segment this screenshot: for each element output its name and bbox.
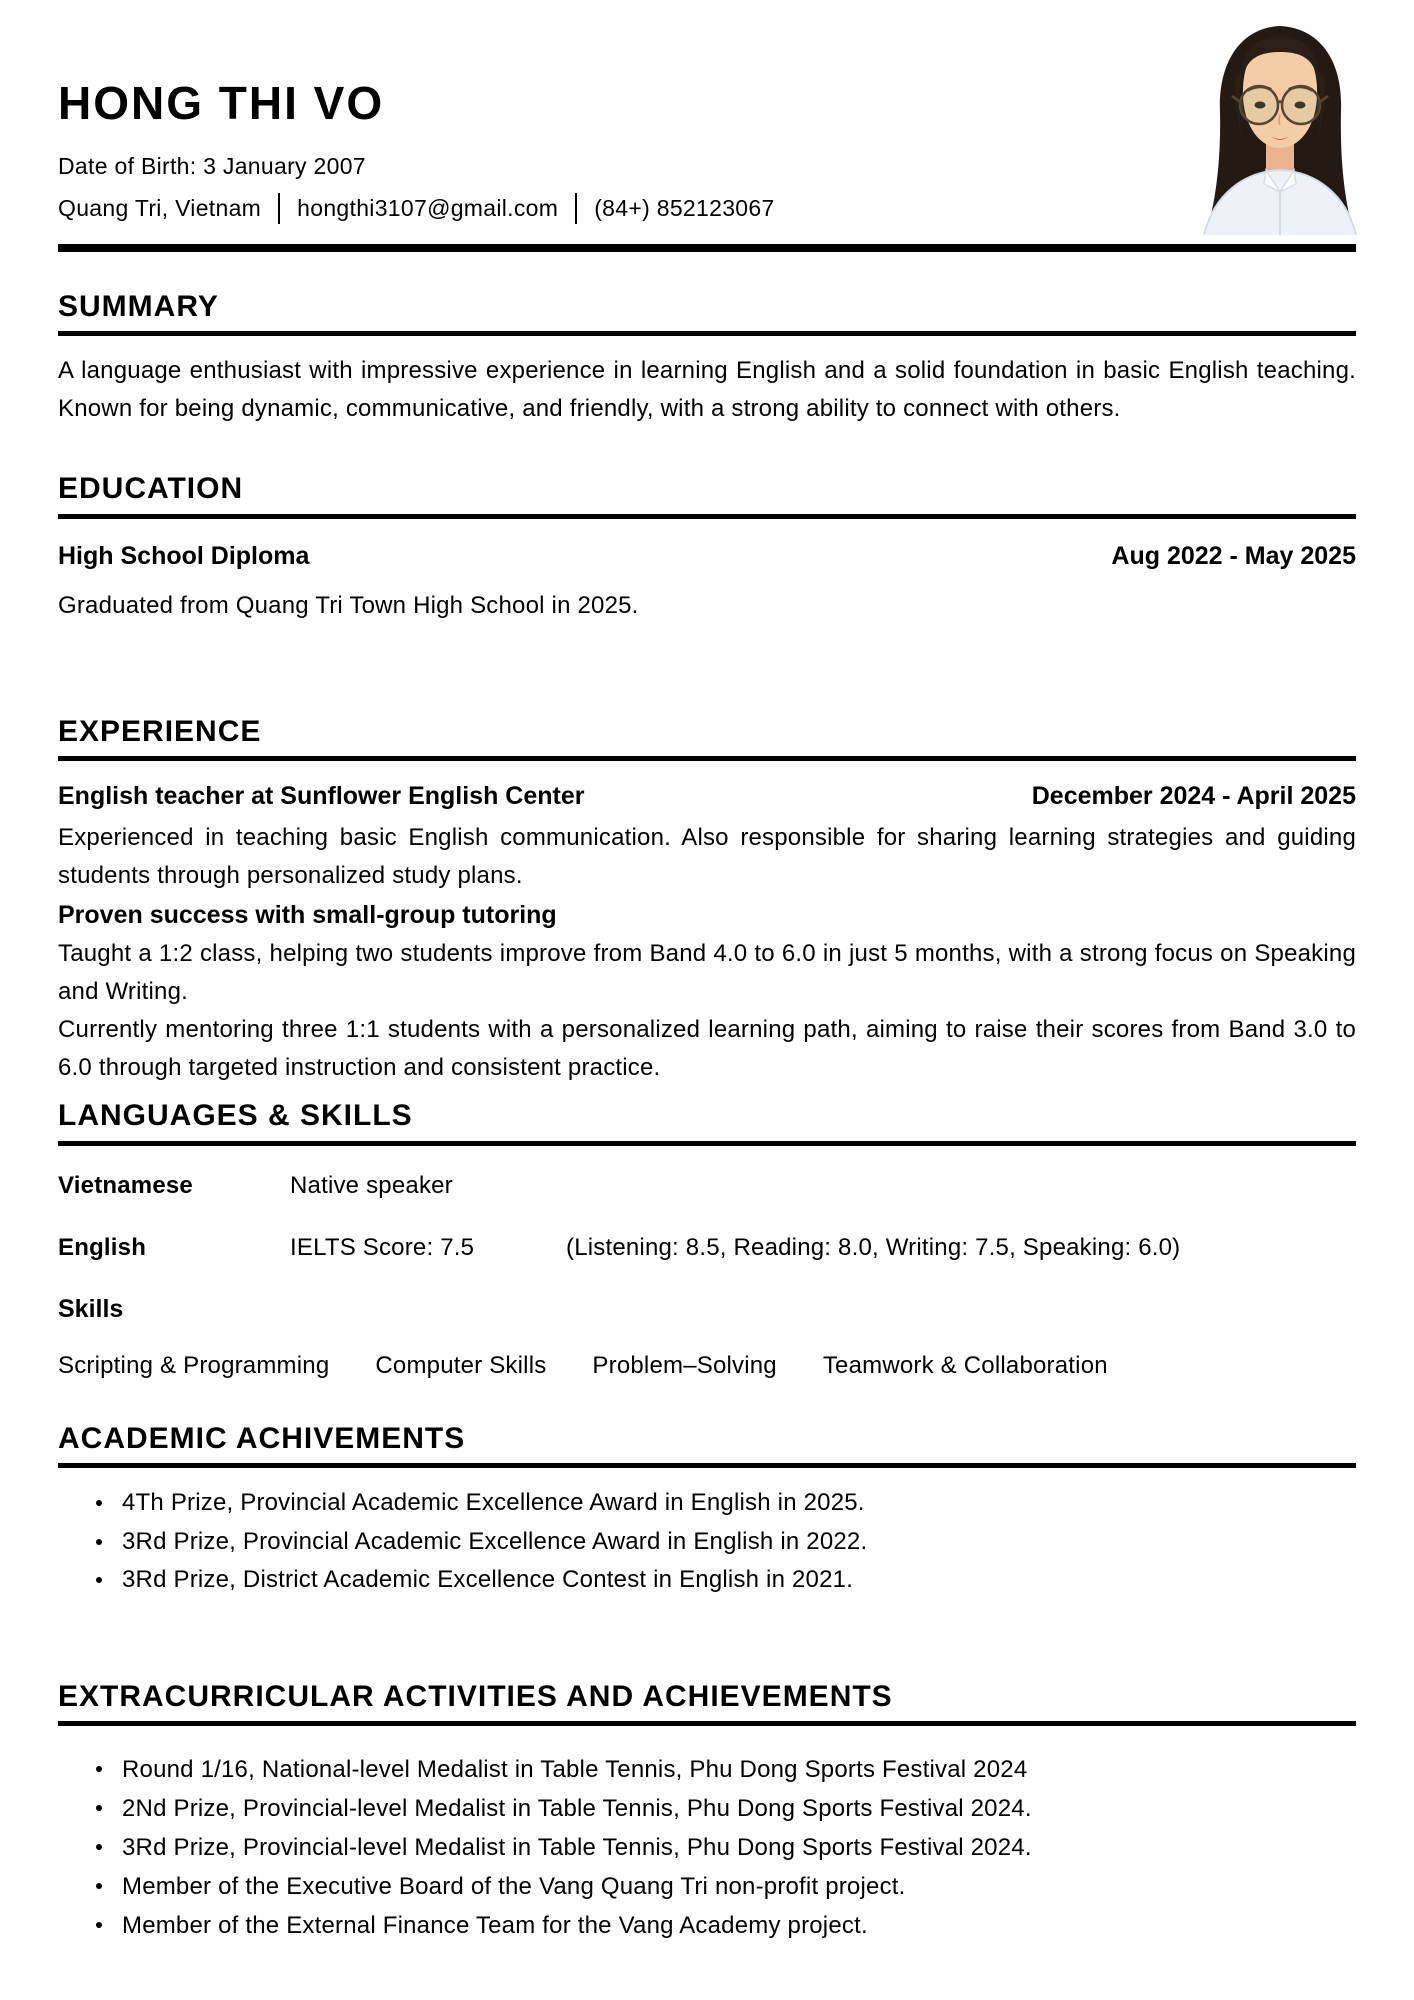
extracurricular-list: [58, 1750, 1356, 1945]
experience-dates: December 2024 - April 2025: [1031, 782, 1356, 811]
extracurricular-item: Member of the Executive Board of the Vang Quang Tri non-profit project.: [58, 1867, 1356, 1906]
achievement-item: 3Rd Prize, Provincial Academic Excellence Award in English in 2022.: [58, 1523, 1356, 1562]
extracurricular-item: 3Rd Prize, Provincial-level Medalist in Table Tennis, Phu Dong Sports Festival 2024.: [58, 1828, 1356, 1867]
section-divider: [58, 1721, 1356, 1726]
summary-title: SUMMARY: [58, 289, 219, 323]
language-row: [58, 1172, 1356, 1200]
section-experience: [58, 715, 1356, 1088]
experience-highlight-para-2: Currently mentoring three 1:1 students with a personalized learning path, aiming to raise their scores from Band 3.0 to 6.0 through targeted instruction and consistent practice.: [58, 1016, 1356, 1082]
education-entry-header: [58, 541, 1356, 571]
language-name: Vietnamese: [58, 1171, 193, 1199]
education-title: EDUCATION: [58, 472, 244, 506]
experience-highlight-para-1: Taught a 1:2 class, helping two students improve from Band 4.0 to 6.0 in just 5 months, with a strong focus on Speaking and Writing.: [58, 940, 1356, 1006]
profile-photo: [1176, 12, 1385, 235]
section-languages-skills: [58, 1099, 1356, 1380]
section-divider: [58, 1463, 1356, 1468]
phone: (84+) 852123067: [594, 194, 775, 221]
education-description: Graduated from Quang Tri Town High School in 2025.: [58, 591, 639, 619]
academic-achievements-list: [58, 1484, 1356, 1600]
applicant-name: HONG THI VO: [58, 77, 385, 129]
languages-skills-title: LANGUAGES & SKILLS: [58, 1099, 413, 1133]
skills-label: Skills: [58, 1294, 124, 1323]
degree-name: High School Diploma: [58, 541, 310, 570]
date-of-birth: Date of Birth: 3 January 2007: [58, 152, 366, 179]
skill-item: Teamwork & Collaboration: [822, 1351, 1108, 1379]
resume-header: [58, 0, 1356, 224]
skill-item: Computer Skills: [375, 1351, 547, 1379]
language-level: IELTS Score: 7.5: [290, 1233, 475, 1261]
separator: [575, 193, 577, 224]
location: Quang Tri, Vietnam: [58, 194, 262, 221]
skills-list: [58, 1352, 1356, 1380]
header-divider: [58, 244, 1356, 252]
section-divider: [58, 756, 1356, 761]
extracurricular-item: Round 1/16, National-level Medalist in Table Tennis, Phu Dong Sports Festival 2024: [58, 1750, 1356, 1789]
section-education: [58, 472, 1356, 625]
language-level: Native speaker: [290, 1171, 453, 1199]
experience-description: Experienced in teaching basic English communication. Also responsible for sharing learning strategies and guiding students through personalized study plans.: [58, 824, 1356, 890]
education-dates: Aug 2022 - May 2025: [1111, 541, 1356, 570]
section-summary: [58, 290, 1356, 429]
experience-highlight-title: Proven success with small-group tutoring: [58, 901, 557, 930]
section-divider: [58, 331, 1356, 336]
section-extracurricular: [58, 1680, 1356, 1946]
section-academic-achievements: [58, 1422, 1356, 1600]
language-detail: (Listening: 8.5, Reading: 8.0, Writing: 7.5, Speaking: 6.0): [566, 1233, 1181, 1261]
job-title: English teacher at Sunflower English Center: [58, 782, 585, 811]
language-row: [58, 1234, 1356, 1262]
achievement-item: 3Rd Prize, District Academic Excellence Contest in English in 2021.: [58, 1561, 1356, 1600]
experience-title: EXPERIENCE: [58, 714, 262, 748]
section-divider: [58, 1141, 1356, 1146]
summary-text: A language enthusiast with impressive experience in learning English and a solid foundation in basic English teaching. Known for being dynamic, communicative, and friendly, with a strong ability to connect with others.: [58, 357, 1356, 423]
separator: [278, 193, 280, 224]
experience-entry-header: [58, 781, 1356, 811]
extracurricular-item: Member of the External Finance Team for the Vang Academy project.: [58, 1906, 1356, 1945]
extracurricular-item: 2Nd Prize, Provincial-level Medalist in Table Tennis, Phu Dong Sports Festival 2024.: [58, 1789, 1356, 1828]
contact-line: [58, 193, 1356, 224]
language-rows: [58, 1172, 1356, 1262]
language-name: English: [58, 1233, 147, 1261]
extracurricular-title: EXTRACURRICULAR ACTIVITIES AND ACHIEVEMENTS: [58, 1679, 893, 1713]
achievement-item: 4Th Prize, Provincial Academic Excellence Award in English in 2025.: [58, 1484, 1356, 1523]
academic-achievements-title: ACADEMIC ACHIVEMENTS: [58, 1421, 466, 1455]
skill-item: Problem–Solving: [592, 1351, 777, 1379]
email: hongthi3107@gmail.com: [297, 194, 559, 221]
skill-item: Scripting & Programming: [58, 1351, 330, 1379]
section-divider: [58, 514, 1356, 519]
